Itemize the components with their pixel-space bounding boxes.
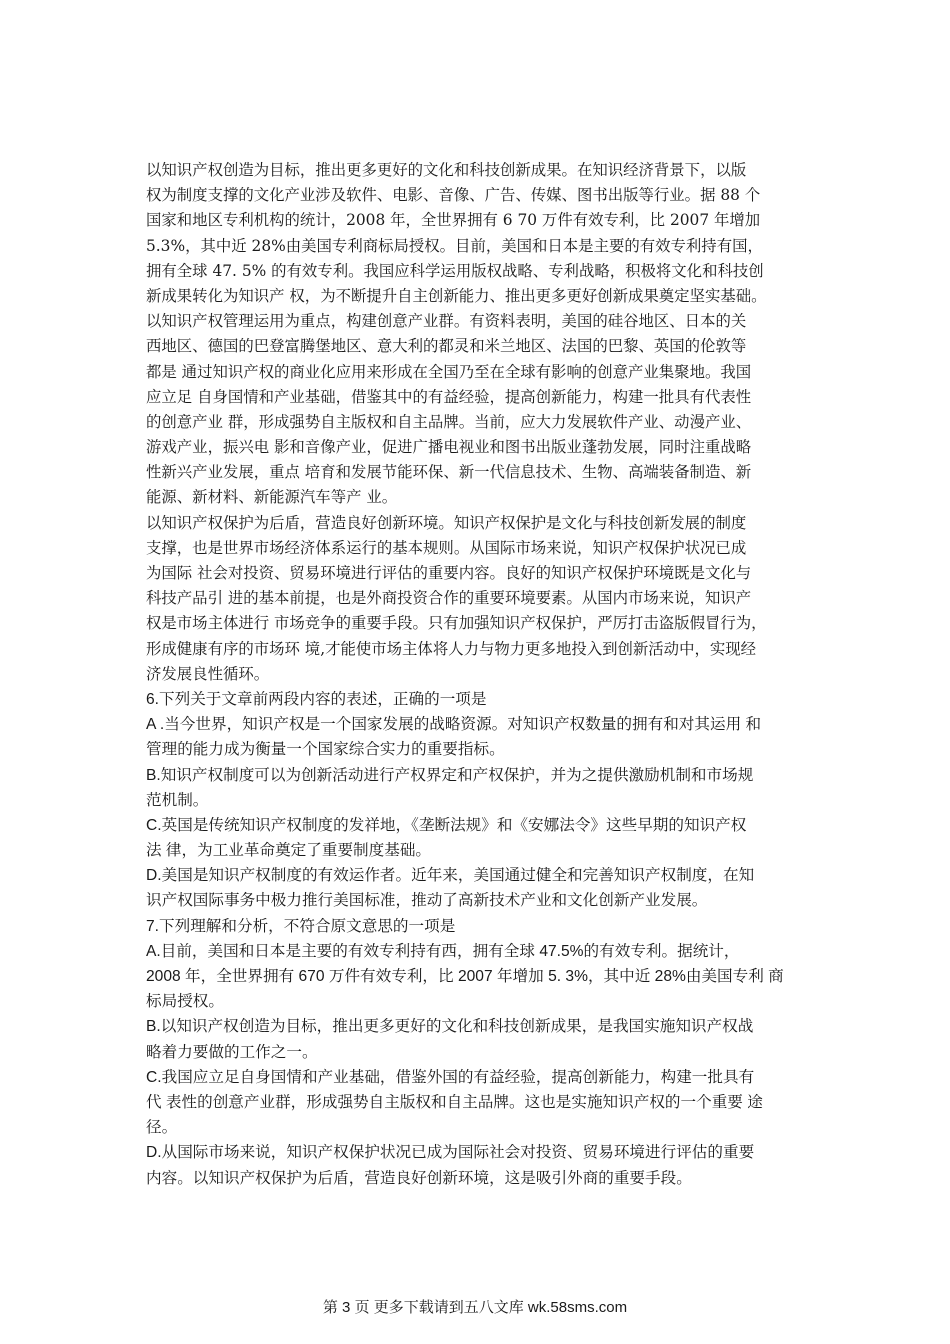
- option-line: 2008 年，全世界拥有 670 万件有效专利，比 2007 年增加 5. 3%，其中近 28%由美国专利 商: [146, 968, 784, 985]
- text-line: 以知识产权保护为后盾，营造良好创新环境。知识产权保护是文化与科技创新发展的制度: [146, 513, 747, 532]
- question-section: [146, 687, 814, 1191]
- text-line: 新成果转化为知识产 权，为不断提升自主创新能力、推出更多更好创新成果奠定坚实基础。: [146, 286, 767, 305]
- question-6: [146, 687, 814, 914]
- option-line: C.英国是传统知识产权制度的发祥地，《垄断法规》和《安娜法令》这些早期的知识产权: [146, 816, 747, 834]
- option-line: 法 律，为工业革命奠定了重要制度基础。: [146, 842, 432, 860]
- option-line: B.知识产权制度可以为创新活动进行产权界定和产权保护，并为之提供激励机制和市场规: [146, 766, 754, 784]
- text-line: 以知识产权管理运用为重点，构建创意产业群。有资料表明，美国的硅谷地区、日本的关: [146, 312, 747, 331]
- option-line: 标局授权。: [146, 993, 224, 1011]
- option-a: [146, 712, 814, 762]
- option-b: [146, 763, 814, 813]
- option-line: D.美国是知识产权制度的有效运作者。近年来，美国通过健全和完善知识产权制度，在知: [146, 867, 755, 885]
- passage-paragraph-2: [146, 309, 814, 511]
- option-line: B.以知识产权创造为目标，推出更多更好的文化和科技创新成果，是我国实施知识产权战: [146, 1018, 754, 1036]
- text-line: 西地区、德国的巴登富腾堡地区、意大利的都灵和米兰地区、法国的巴黎、英国的伦敦等: [146, 337, 747, 356]
- option-c: [146, 1065, 814, 1141]
- question-stem: 7.下列理解和分析，不符合原文意思的一项是: [146, 917, 456, 935]
- text-line: 科技产品引 进的基本前提，也是外商投资合作的重要环境要素。从国内市场来说，知识产: [146, 589, 752, 608]
- passage-paragraph-1: [146, 158, 814, 309]
- text-line: 支撑，也是世界市场经济体系运行的基本规则。从国际市场来说，知识产权保护状况已成: [146, 538, 747, 557]
- option-line: 管理的能力成为衡量一个国家综合实力的重要指标。: [146, 741, 505, 759]
- text-line: 济发展良性循环。: [146, 664, 270, 683]
- text-line: 以知识产权创造为目标，推出更多更好的文化和科技创新成果。在知识经济背景下，以版: [146, 161, 747, 179]
- text-line: 的创意产业 群，形成强势自主版权和自主品牌。当前，应大力发展软件产业、动漫产业、: [146, 412, 752, 431]
- option-line: 范机制。: [146, 791, 209, 809]
- text-line: 5.3%，其中近 28%由美国专利商标局授权。目前，美国和日本是主要的有效专利持有国，: [146, 236, 763, 255]
- option-line: 识产权国际事务中极力推行美国标准，推动了高新技术产业和文化创新产业发展。: [146, 892, 708, 910]
- text-line: 形成健康有序的市场环 境,才能使市场主体将人力与物力更多地投入到创新活动中，实现经: [146, 639, 757, 658]
- option-line: 径。: [146, 1119, 178, 1137]
- option-line: 内容。以知识产权保护为后盾，营造良好创新环境，这是吸引外商的重要手段。: [146, 1169, 692, 1187]
- option-d: [146, 1140, 814, 1190]
- text-line: 应立足 自身国情和产业基础，借鉴其中的有益经验，提高创新能力，构建一批具有代表性: [146, 387, 752, 406]
- text-line: 权是市场主体进行 市场竞争的重要手段。只有加强知识产权保护，严厉打击盗版假冒行为，: [146, 614, 767, 633]
- option-line: 略着力要做的工作之一。: [146, 1043, 318, 1061]
- option-line: C.我国应立足自身国情和产业基础，借鉴外国的有益经验，提高创新能力，构建一批具有: [146, 1068, 755, 1086]
- text-line: 为国际 社会对投资、贸易环境进行评估的重要内容。良好的知识产权保护环境既是文化与: [146, 564, 752, 582]
- reading-passage: [146, 158, 814, 687]
- option-line: A .当今世界，知识产权是一个国家发展的战略资源。对知识产权数量的拥有和对其运用 和: [146, 716, 762, 734]
- page-content: [146, 158, 814, 1191]
- option-line: 代 表性的创意产业群，形成强势自主版权和自主品牌。这也是实施知识产权的一个重要 途: [146, 1093, 763, 1111]
- option-d: [146, 863, 814, 913]
- question-stem: 6.下列关于文章前两段内容的表述，正确的一项是: [146, 690, 487, 708]
- option-line: D.从国际市场来说，知识产权保护状况已成为国际社会对投资、贸易环境进行评估的重要: [146, 1144, 755, 1162]
- text-line: 能源、新材料、新能源汽车等产 业。: [146, 488, 398, 507]
- option-b: [146, 1014, 814, 1064]
- passage-paragraph-3: [146, 511, 814, 687]
- page-footer: 第 3 页 更多下载请到五八文库 wk.58sms.com: [322, 1299, 628, 1316]
- text-line: 游戏产业，振兴电 影和音像产业，促进广播电视业和图书出版业蓬勃发展，同时注重战略: [146, 438, 752, 457]
- text-line: 国家和地区专利机构的统计，2008 年，全世界拥有 6 70 万件有效专利，比 2007 年增加: [146, 211, 761, 230]
- text-line: 权为制度支撑的文化产业涉及软件、电影、音像、广告、传媒、图书出版等行业。据 88 个: [146, 186, 761, 205]
- text-line: 性新兴产业发展，重点 培育和发展节能环保、新一代信息技术、生物、高端装备制造、新: [146, 463, 752, 482]
- question-7: [146, 914, 814, 1191]
- option-c: [146, 813, 814, 863]
- text-line: 拥有全球 47. 5% 的有效专利。我国应科学运用版权战略、专利战略，积极将文化和科技创: [146, 261, 764, 280]
- text-line: 都是 通过知识产权的商业化应用来形成在全国乃至在全球有影响的创意产业集聚地。我国: [146, 362, 752, 381]
- option-line: A.目前，美国和日本是主要的有效专利持有西，拥有全球 47.5%的有效专利。据统计，: [146, 942, 740, 960]
- option-a: [146, 939, 814, 1015]
